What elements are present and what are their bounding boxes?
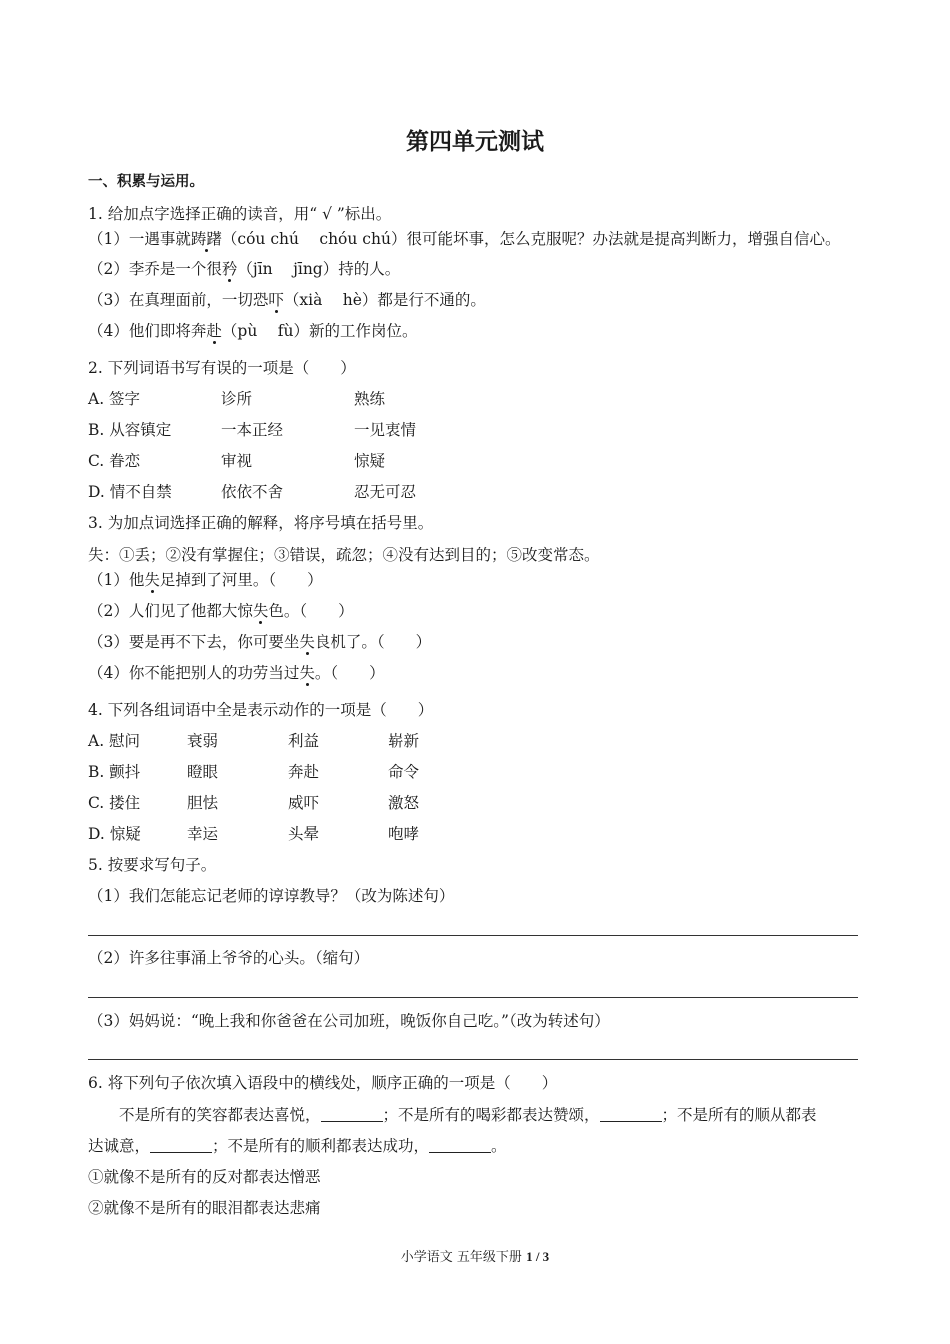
q6-stem: 6. 将下列句子依次填入语段中的横线处，顺序正确的一项是（ ） (88, 1074, 558, 1092)
fill-blank-1[interactable] (321, 1107, 383, 1122)
q5-item-3: （3）妈妈说：“晚上我和你爸爸在公司加班，晚饭你自己吃。”（改为转述句） (88, 1012, 610, 1030)
q3-stem: 3. 为加点词选择正确的解释，将序号填在括号里。 (88, 514, 434, 532)
q1-stem: 1. 给加点字选择正确的读音，用“ √ ”标出。 (88, 205, 392, 223)
q2-stem: 2. 下列词语书写有误的一项是（ ） (88, 359, 356, 377)
q3-item-4: （4）你不能把别人的功劳当过失。（ ） (88, 664, 385, 682)
page-number: 1 / 3 (526, 1249, 550, 1264)
answer-line-2[interactable] (88, 997, 858, 998)
q6-paragraph-line-1: 不是所有的笑容都表达喜悦， ；不是所有的喝彩都表达赞颂， ；不是所有的顺从都表 (119, 1106, 817, 1124)
q5-stem: 5. 按要求写句子。 (88, 856, 217, 874)
q5-item-1: （1）我们怎能忘记老师的谆谆教导？（改为陈述句） (88, 887, 455, 905)
fill-blank-3[interactable] (150, 1138, 212, 1153)
q3-item-2: （2）人们见了他都大惊失色。（ ） (88, 602, 354, 620)
q1-item-1: （1）一遇事就踌躇（cóu chú chóu chú）很可能坏事，怎么克服呢？办法就是提高判断力，增强自信心。 (88, 230, 841, 248)
page-footer: 小学语文 五年级下册 1 / 3 (400, 1249, 550, 1265)
q1-item-3: （3）在真理面前，一切恐吓（xià hè）都是行不通的。 (88, 291, 486, 309)
q1-item-4: （4）他们即将奔赴（pù fù）新的工作岗位。 (88, 322, 418, 340)
q6-option-2: ②就像不是所有的眼泪都表达悲痛 (88, 1199, 321, 1217)
q6-paragraph-line-2: 达诚意， ；不是所有的顺利都表达成功， 。 (88, 1137, 507, 1155)
answer-line-3[interactable] (88, 1059, 858, 1060)
q1-item-2: （2）李乔是一个很矜（jīn jīng）持的人。 (88, 260, 401, 278)
section-heading: 一、积累与运用。 (88, 174, 204, 190)
answer-line-1[interactable] (88, 935, 858, 936)
q3-item-1: （1）他失足掉到了河里。（ ） (88, 571, 323, 589)
q4-stem: 4. 下列各组词语中全是表示动作的一项是（ ） (88, 701, 434, 719)
q6-option-1: ①就像不是所有的反对都表达憎恶 (88, 1168, 321, 1186)
q5-item-2: （2）许多往事涌上爷爷的心头。（缩句） (88, 949, 370, 967)
fill-blank-4[interactable] (429, 1138, 491, 1153)
q3-definition: 失：①丢；②没有掌握住；③错误，疏忽；④没有达到目的；⑤改变常态。 (88, 546, 600, 564)
fill-blank-2[interactable] (600, 1107, 662, 1122)
q3-item-3: （3）要是再不下去，你可要坐失良机了。（ ） (88, 633, 432, 651)
page-title: 第四单元测试 (406, 129, 544, 155)
